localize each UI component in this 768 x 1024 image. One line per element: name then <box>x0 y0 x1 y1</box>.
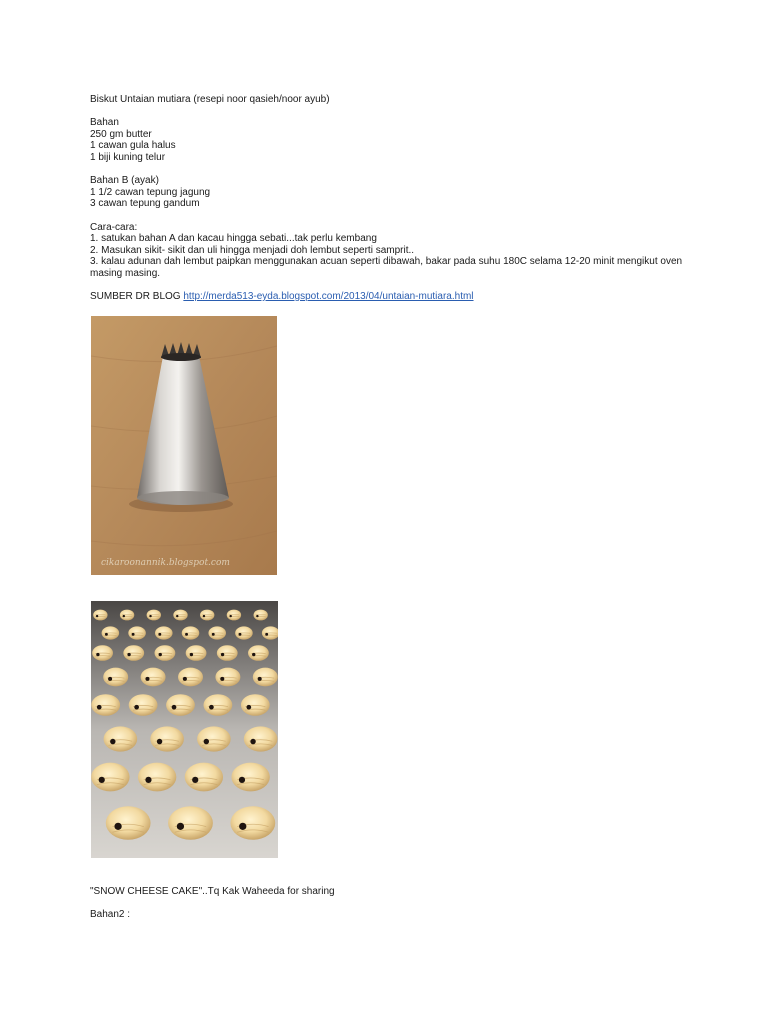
cookie <box>129 694 158 716</box>
cookie-dot <box>220 677 224 681</box>
cookie-dot <box>149 615 151 617</box>
cookie-dot <box>239 633 242 636</box>
cookie-dot <box>96 615 98 617</box>
step-3: 3. kalau adunan dah lembut paipkan menggunakan acuan seperti dibawah, bakar pada suhu 180C selama 12-20 minit mengikut oven masing masing. <box>90 256 683 279</box>
cookie-dot <box>190 653 193 656</box>
cookie-dot <box>145 677 149 681</box>
bahan-b-item: 1 1/2 cawan tepung jagung <box>90 186 211 198</box>
piping-nozzle-photo <box>91 316 277 575</box>
cookie-dot <box>252 653 255 656</box>
cookie-dot <box>157 739 162 744</box>
cookie <box>185 763 223 792</box>
cookie-dot <box>176 615 178 617</box>
cookie-dot <box>250 739 255 744</box>
cookie-dot <box>134 705 139 710</box>
second-recipe <box>90 886 690 921</box>
cookie <box>91 763 129 792</box>
cookie <box>231 763 269 792</box>
cookie <box>241 694 270 716</box>
cookie-dot <box>212 633 215 636</box>
cookie-dot <box>185 633 188 636</box>
cookie-dot <box>256 615 258 617</box>
bahan-item: 250 gm butter <box>90 128 152 140</box>
cookie <box>138 763 176 792</box>
cookie-dot <box>159 653 162 656</box>
cookie-dot <box>265 633 268 636</box>
cookie-dot <box>172 705 177 710</box>
cookie <box>168 806 213 840</box>
cookie-dot <box>132 633 135 636</box>
bahan-heading: Bahan <box>90 117 119 129</box>
second-recipe-title: "SNOW CHEESE CAKE"..Tq Kak Waheeda for sharing <box>90 886 335 897</box>
bahan-item: 1 biji kuning telur <box>90 151 166 163</box>
cookie-dot <box>246 705 251 710</box>
cookie-dot <box>239 777 245 783</box>
step-2: 2. Masukan sikit- sikit dan uli hingga menjadi doh lembut seperti samprit.. <box>90 244 415 256</box>
cookie <box>197 726 231 751</box>
cookie-dot <box>108 677 112 681</box>
cookie-dot <box>105 633 108 636</box>
cookie-dot <box>145 777 151 783</box>
recipe-title: Biskut Untaian mutiara (resepi noor qasieh/noor ayub) <box>90 94 330 105</box>
cookie <box>244 726 278 751</box>
cookie-dot <box>230 615 232 617</box>
cookie-dot <box>204 739 209 744</box>
cookie-dot <box>183 677 187 681</box>
cara-heading: Cara-cara: <box>90 221 138 233</box>
piping-nozzle-image <box>91 316 277 575</box>
cookie-dot <box>258 677 262 681</box>
step-1: 1. satukan bahan A dan kacau hingga sebati...tak perlu kembang <box>90 233 377 245</box>
cookie-dot <box>96 653 99 656</box>
cookie <box>104 726 138 751</box>
cookie-dot <box>221 653 224 656</box>
cookie <box>150 726 184 751</box>
cookie-dot <box>114 823 121 830</box>
cookie <box>106 806 151 840</box>
cookie-dot <box>123 615 125 617</box>
source-link[interactable]: http://merda513-eyda.blogspot.com/2013/04/untaian-mutiara.html <box>183 291 474 303</box>
cookie-dot <box>239 823 246 830</box>
second-recipe-bahan-heading: Bahan2 : <box>90 909 131 921</box>
cookie-dot <box>158 633 161 636</box>
cookies-tray-photo <box>91 601 278 858</box>
cookies-tray-image <box>91 601 278 858</box>
source-label: SUMBER DR BLOG <box>90 291 181 303</box>
nozzle-watermark: cikaroonannik.blogspot.com <box>101 558 230 568</box>
cookie <box>230 806 275 840</box>
cookie <box>91 694 120 716</box>
bahan-item: 1 cawan gula halus <box>90 140 176 152</box>
cookie-dot <box>177 823 184 830</box>
cookie-dot <box>97 705 102 710</box>
cookie <box>204 694 233 716</box>
cookie-dot <box>192 777 198 783</box>
cookie-dot <box>203 615 205 617</box>
bahan-b-heading: Bahan B (ayak) <box>90 175 159 187</box>
cookie-dot <box>99 777 105 783</box>
bahan-b-item: 3 cawan tepung gandum <box>90 198 200 210</box>
cookie-dot <box>127 653 130 656</box>
document-body <box>90 94 690 303</box>
cookie <box>166 694 195 716</box>
cookie-dot <box>209 705 214 710</box>
cookie-dot <box>110 739 115 744</box>
source-line <box>90 291 690 303</box>
